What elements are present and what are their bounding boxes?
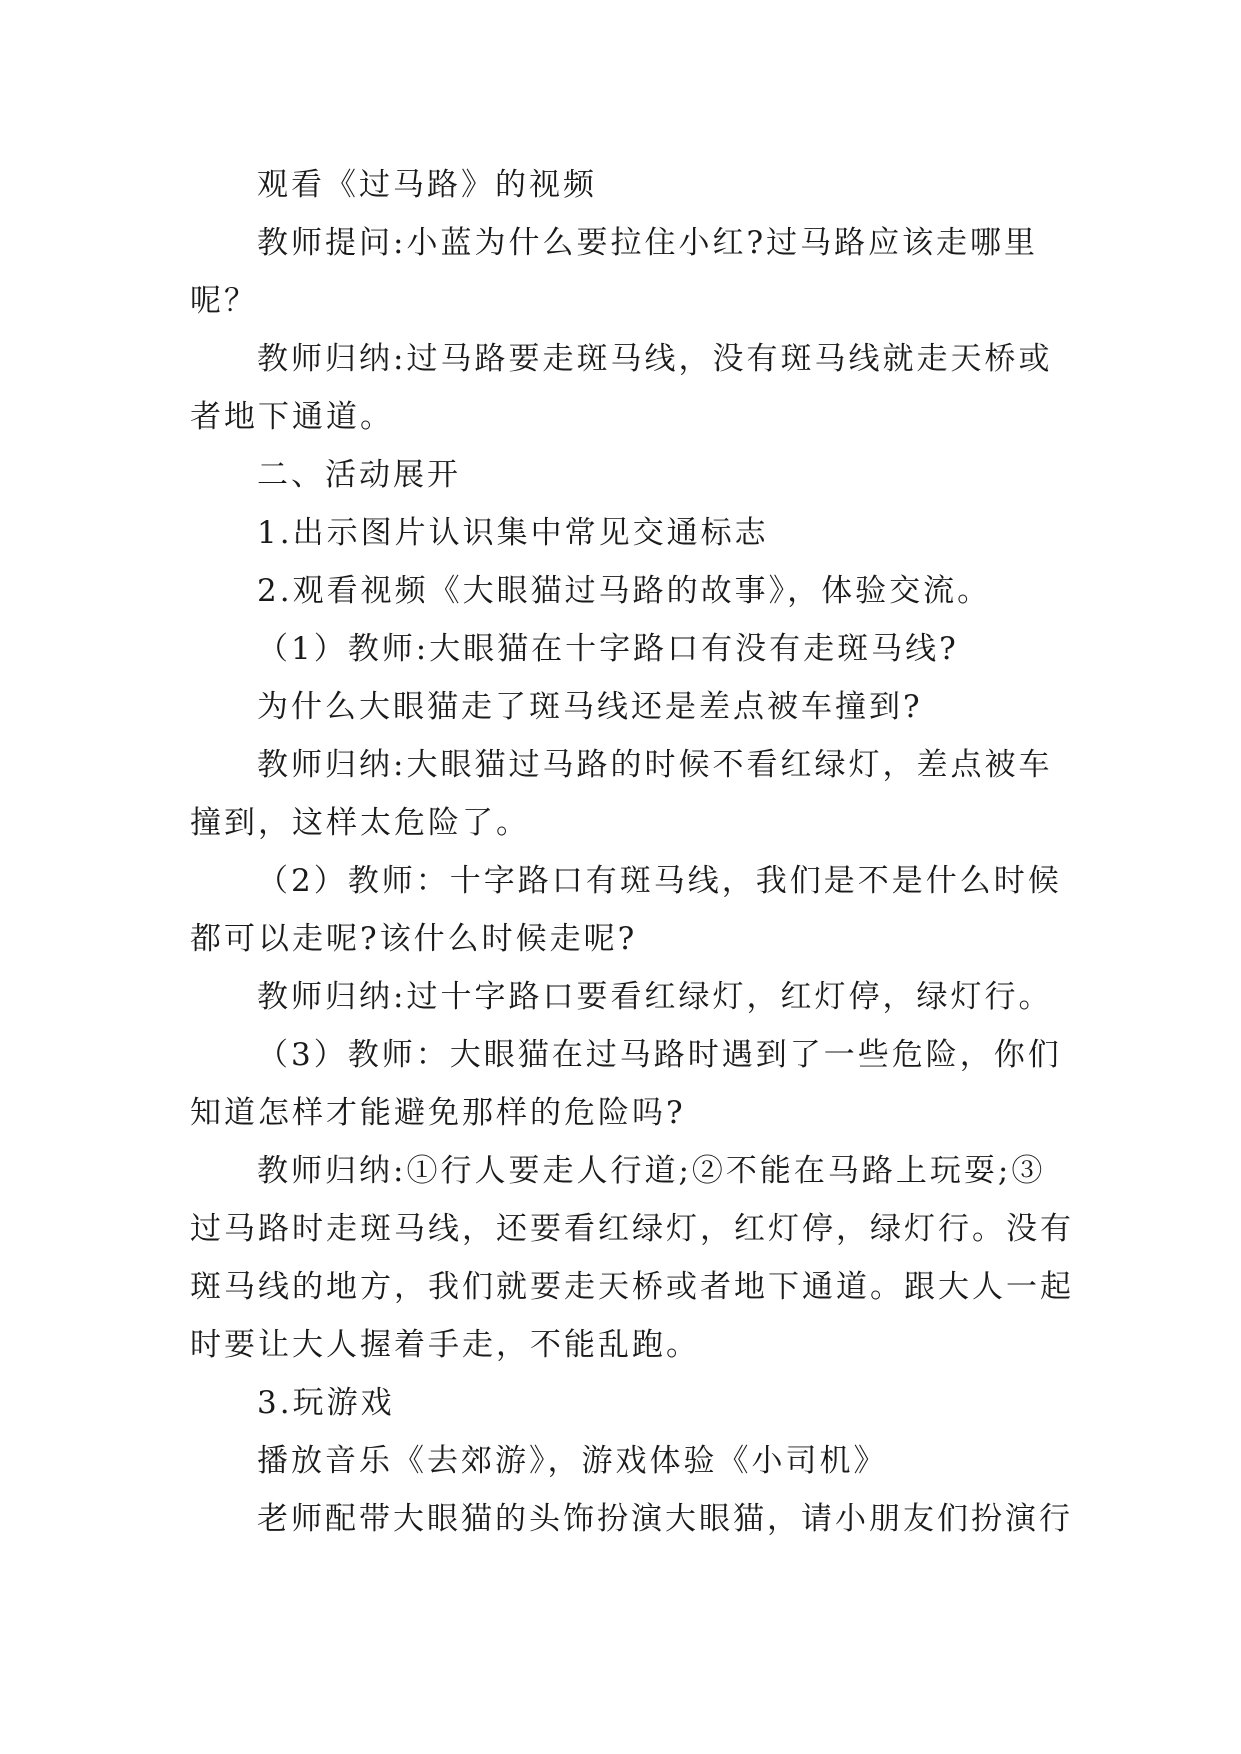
text-line (257, 1441, 888, 1481)
text-line (190, 919, 637, 959)
text-line (257, 165, 597, 205)
line-text: 2.观看视频《大眼猫过马路的故事》，体验交流。 (257, 573, 992, 609)
line-text: 时要让大人握着手走，不能乱跑。 (190, 1327, 700, 1363)
text-line (190, 1325, 700, 1365)
text-line (190, 1093, 686, 1133)
text-line (190, 281, 258, 321)
line-text: 斑马线的地方，我们就要走天桥或者地下通道。跟大人一起 (190, 1269, 1074, 1305)
line-text: 教师归纳:①行人要走人行道;②不能在马路上玩耍;③ (257, 1153, 1046, 1189)
line-text: 教师归纳:过十字路口要看红绿灯，红灯停，绿灯行。 (257, 979, 1053, 1015)
text-line (257, 513, 769, 553)
text-line (257, 1383, 395, 1423)
line-text: 者地下通道。 (190, 399, 394, 435)
section-heading (257, 455, 461, 495)
text-line (190, 1209, 1074, 1249)
text-line (257, 571, 991, 611)
line-text: （2）教师：十字路口有斑马线，我们是不是什么时候 (257, 863, 1062, 899)
line-text: 为什么大眼猫走了斑马线还是差点被车撞到? (257, 689, 923, 725)
line-text: 观看《过马路》的视频 (257, 167, 597, 203)
line-text: 3.玩游戏 (257, 1385, 395, 1421)
line-text: 教师提问:小蓝为什么要拉住小红?过马路应该走哪里 (257, 225, 1039, 261)
text-line (257, 687, 923, 727)
line-text: 老师配带大眼猫的头饰扮演大眼猫，请小朋友们扮演行 (257, 1501, 1073, 1537)
line-text: 知道怎样才能避免那样的危险吗? (190, 1095, 686, 1131)
text-line (257, 1499, 1073, 1539)
line-text: 都可以走呢?该什么时候走呢? (190, 921, 638, 957)
line-text: 教师归纳:大眼猫过马路的时候不看红绿灯，差点被车 (257, 747, 1053, 783)
text-line (257, 861, 1062, 901)
text-line (190, 803, 530, 843)
text-line (257, 339, 1052, 379)
line-text: 呢？ (190, 283, 258, 319)
line-text: 播放音乐《去郊游》，游戏体验《小司机》 (257, 1443, 888, 1479)
text-line (257, 629, 959, 669)
line-text: 1.出示图片认识集中常见交通标志 (257, 515, 769, 551)
line-text: 教师归纳:过马路要走斑马线，没有斑马线就走天桥或 (257, 341, 1053, 377)
line-text: （3）教师：大眼猫在过马路时遇到了一些危险，你们 (257, 1037, 1062, 1073)
text-line (190, 397, 394, 437)
text-line (257, 745, 1052, 785)
text-line (257, 223, 1038, 263)
text-line (257, 1151, 1045, 1191)
text-line (257, 977, 1052, 1017)
line-text: 撞到，这样太危险了。 (190, 805, 530, 841)
text-line (257, 1035, 1062, 1075)
line-text: （1）教师:大眼猫在十字路口有没有走斑马线? (257, 631, 959, 667)
line-text: 过马路时走斑马线，还要看红绿灯，红灯停，绿灯行。没有 (190, 1211, 1074, 1247)
line-text: 二、活动展开 (257, 457, 461, 493)
text-line (190, 1267, 1074, 1307)
